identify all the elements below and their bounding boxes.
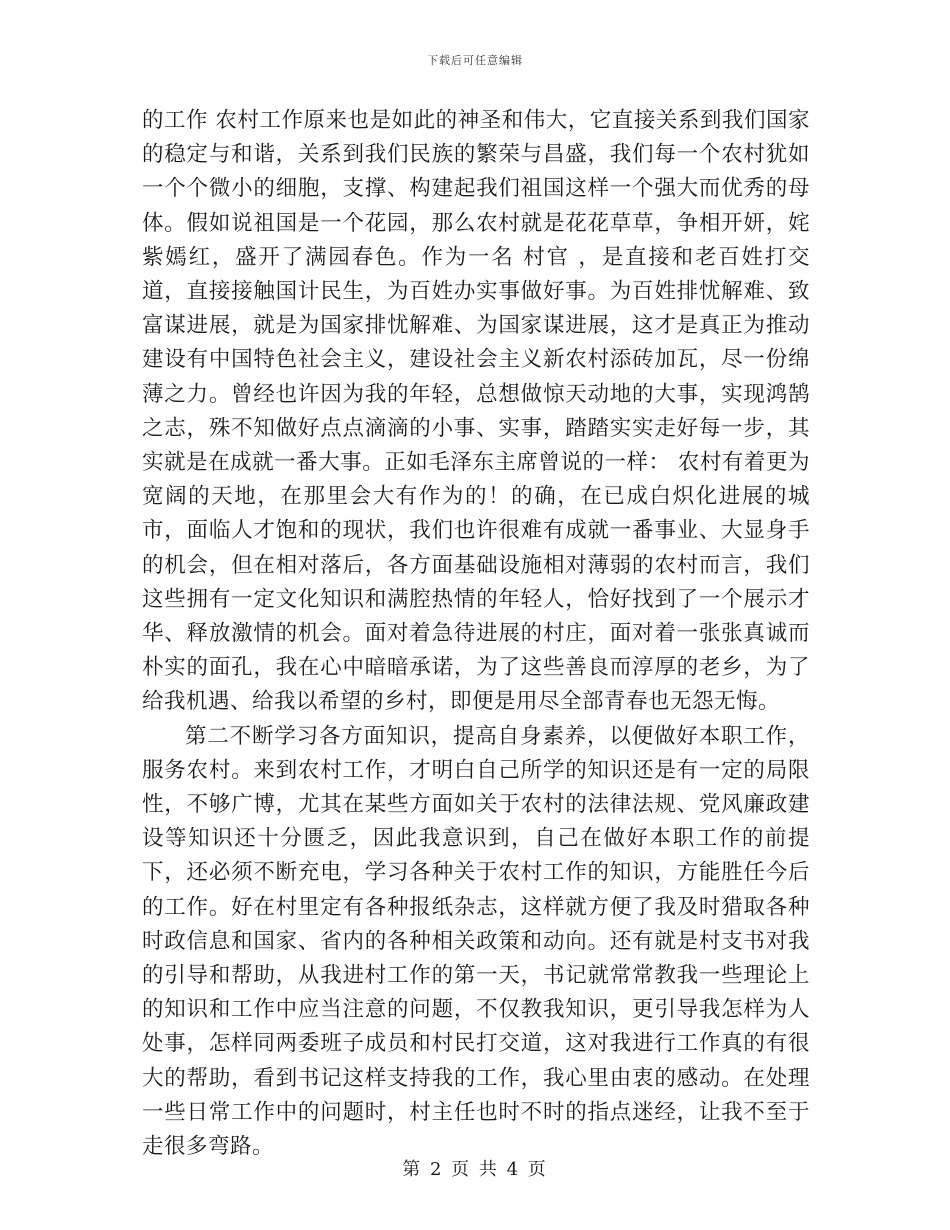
document-body xyxy=(142,104,810,1164)
page-number: 第 2 页 共 4 页 xyxy=(402,1159,548,1180)
paragraph-2: 第二不断学习各方面知识，提高自身素养，以便做好本职工作，服务农村。来到农村工作，才明白自己所学的知识还是有一定的局限性，不够广博，尤其在某些方面如关于农村的法律法规、党风廉政建设等知识还十分匮乏，因此我意识到，自己在做好本职工作的前提下，还必须不断充电，学习各种关于农村工作的知识，方能胜任今后的工作。好在村里定有各种报纸杂志，这样就方便了我及时猎取各种时政信息和国家、省内的各种相关政策和动向。还有就是村支书对我的引导和帮助，从我进村工作的第一天，书记就常常教我一些理论上的知识和工作中应当注意的问题，不仅教我知识，更引导我怎样为人处事，怎样同两委班子成员和村民打交道，这对我进行工作真的有很大的帮助，看到书记这样支持我的工作，我心里由衷的感动。在处理一些日常工作中的问题时，村主任也时不时的指点迷经，让我不至于走很多弯路。 xyxy=(142,723,810,1160)
paragraph-1: 的工作 农村工作原来也是如此的神圣和伟大，它直接关系到我们国家的稳定与和谐，关系到我们民族的繁荣与昌盛，我们每一个农村犹如一个个微小的细胞，支撑、构建起我们祖国这样一个强大而优秀的母体。假如说祖国是一个花园，那么农村就是花花草草，争相开妍，姹紫嫣红，盛开了满园春色。作为一名 村官 ，是直接和老百姓打交道，直接接触国计民生，为百姓办实事做好事。为百姓排忧解难、致富谋进展，就是为国家排忧解难、为国家谋进展，这才是真正为推动建设有中国特色社会主义，建设社会主义新农村添砖加瓦，尽一份绵薄之力。曾经也许因为我的年轻，总想做惊天动地的大事，实现鸿鹄之志，殊不知做好点点滴滴的小事、实事，踏踏实实走好每一步，其实就是在成就一番大事。正如毛泽东主席曾说的一样： 农村有着更为宽阔的天地，在那里会大有作为的！的确，在已成白炽化进展的城市，面临人才饱和的现状，我们也许很难有成就一番事业、大显身手的机会，但在相对落后，各方面基础设施相对薄弱的农村而言，我们这些拥有一定文化知识和满腔热情的年轻人，恰好找到了一个展示才华、释放激情的机会。面对着急待进展的村庄，面对着一张张真诚而朴实的面孔，我在心中暗暗承诺，为了这些善良而淳厚的老乡，为了给我机遇、给我以希望的乡村，即便是用尽全部青春也无怨无悔。 xyxy=(142,108,810,715)
header-note: 下载后可任意编辑 xyxy=(427,54,523,67)
